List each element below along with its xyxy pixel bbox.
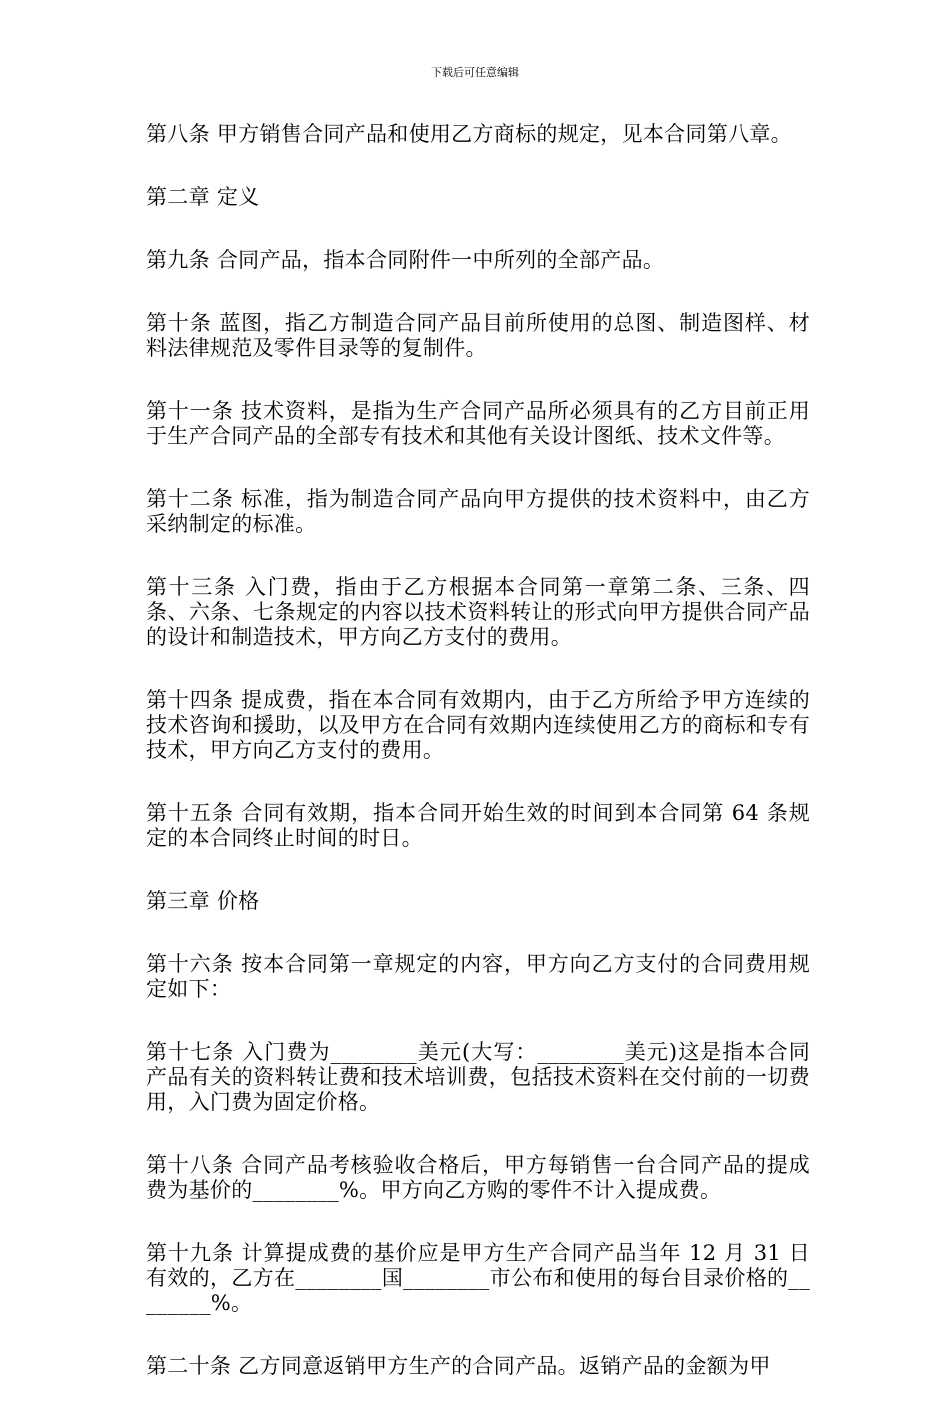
article-16: 第十六条 按本合同第一章规定的内容，甲方向乙方支付的合同费用规定如下：	[146, 952, 810, 1001]
article-13: 第十三条 入门费，指由于乙方根据本合同第一章第二条、三条、四条、六条、七条规定的内容以技术资料转让的形式向甲方提供合同产品的设计和制造技术，甲方向乙方支付的费用。	[146, 575, 810, 649]
page-header-note: 下载后可任意编辑	[431, 66, 519, 79]
article-19: 第十九条 计算提成费的基价应是甲方生产合同产品当年 12 月 31 日有效的，乙方在________国________市公布和使用的每台目录价格的________%。	[146, 1241, 810, 1315]
article-18: 第十八条 合同产品考核验收合格后，甲方每销售一台合同产品的提成费为基价的________%。甲方向乙方购的零件不计入提成费。	[146, 1153, 810, 1202]
article-9: 第九条 合同产品，指本合同附件一中所列的全部产品。	[146, 248, 665, 272]
article-12: 第十二条 标准，指为制造合同产品向甲方提供的技术资料中，由乙方采纳制定的标准。	[146, 487, 810, 536]
article-17: 第十七条 入门费为________美元(大写：________美元)这是指本合同产品有关的资料转让费和技术培训费，包括技术资料在交付前的一切费用，入门费为固定价格。	[146, 1040, 810, 1114]
article-14: 第十四条 提成费，指在本合同有效期内，由于乙方所给予甲方连续的技术咨询和援助，以及甲方在合同有效期内连续使用乙方的商标和专有技术，甲方向乙方支付的费用。	[146, 688, 810, 762]
article-20: 第二十条 乙方同意返销甲方生产的合同产品。返销产品的金额为甲	[146, 1354, 771, 1378]
document-body	[146, 122, 810, 1417]
article-11: 第十一条 技术资料，是指为生产合同产品所必须具有的乙方目前正用于生产合同产品的全部专有技术和其他有关设计图纸、技术文件等。	[146, 399, 810, 448]
article-8: 第八条 甲方销售合同产品和使用乙方商标的规定，见本合同第八章。	[146, 122, 792, 146]
chapter-3-heading: 第三章 价格	[146, 889, 260, 913]
article-10: 第十条 蓝图，指乙方制造合同产品目前所使用的总图、制造图样、材料法律规范及零件目录等的复制件。	[146, 311, 810, 360]
chapter-2-heading: 第二章 定义	[146, 185, 260, 209]
article-15: 第十五条 合同有效期，指本合同开始生效的时间到本合同第 64 条规定的本合同终止时间的时日。	[146, 801, 810, 850]
